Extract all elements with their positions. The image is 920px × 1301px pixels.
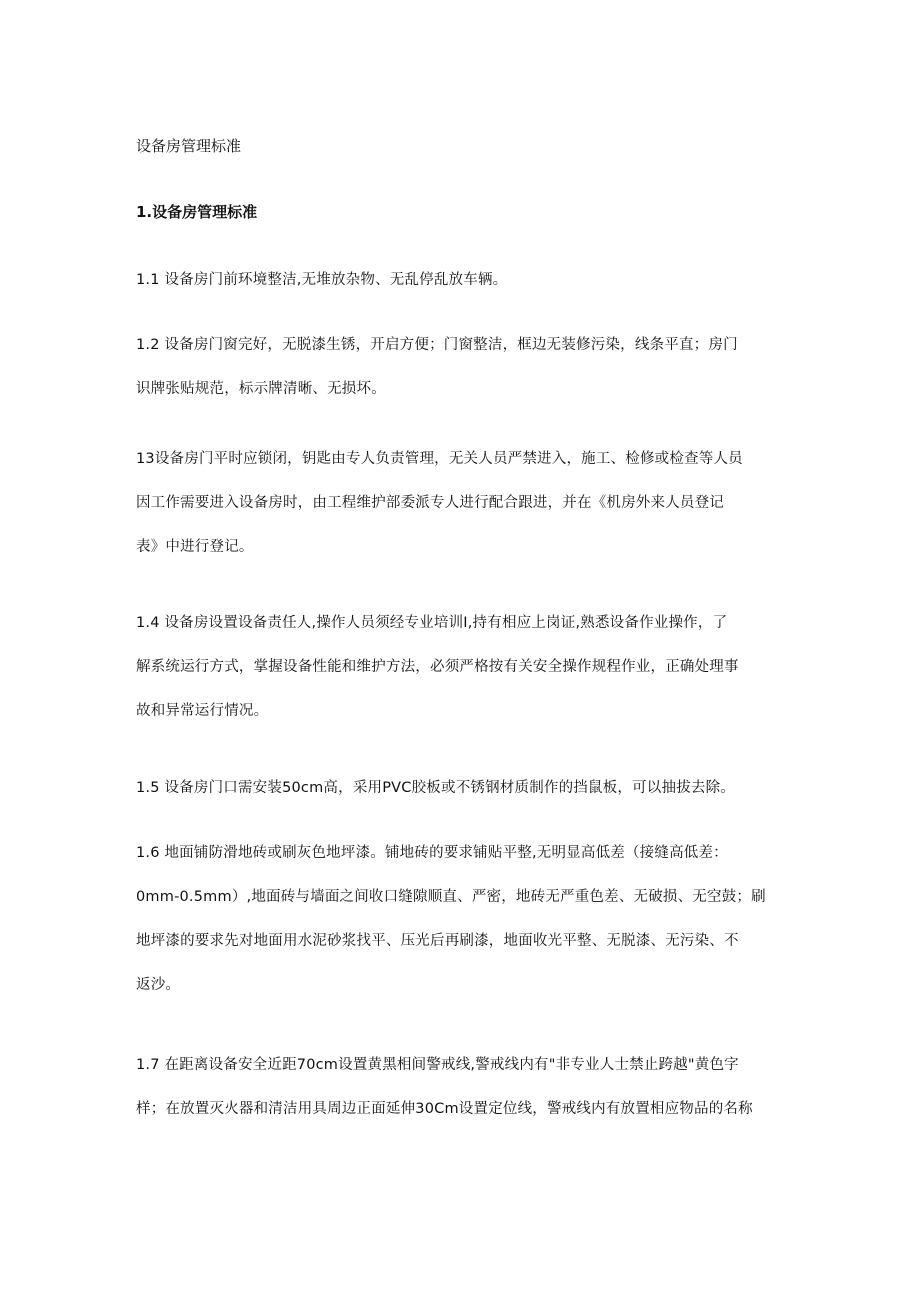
paragraph-line: 1.6 地面铺防滑地砖或刷灰色地坪漆。铺地砖的要求铺贴平整,无明显高低差（接缝高低差： (136, 845, 728, 861)
paragraph-line: 样；在放置灭火器和清洁用具周边正面延伸30Cm设置定位线，警戒线内有放置相应物品的名称 (136, 1101, 753, 1117)
paragraph-1-3 (136, 437, 786, 569)
section-heading: 1.设备房管理标准 (136, 203, 258, 221)
paragraph-line: 地坪漆的要求先对地面用水泥砂浆找平、压光后再刷漆，地面收光平整、无脱漆、无污染、不 (136, 933, 739, 949)
paragraph-line: 13设备房门平时应锁闭，钥匙由专人负责管理，无关人员严禁进入，施工、检修或检查等人员 (136, 451, 743, 467)
paragraph-1-2 (136, 323, 786, 411)
paragraph-1-6 (136, 831, 786, 1007)
paragraph-line: 返沙。 (136, 977, 181, 993)
paragraph-line: 表》中进行登记。 (136, 539, 254, 555)
paragraph-line: 识牌张贴规范，标示牌清晰、无损坏。 (136, 381, 386, 397)
paragraph-1-7 (136, 1043, 786, 1131)
paragraph-line: 1.4 设备房设置设备责任人,操作人员须经专业培训I,持有相应上岗证,熟悉设备作业操作，了 (136, 615, 728, 631)
paragraph-line: 因工作需要进入设备房时，由工程维护部委派专人进行配合跟进，并在《机房外来人员登记 (136, 495, 724, 511)
paragraph-line: 解系统运行方式，掌握设备性能和维护方法，必须严格按有关安全操作规程作业，正确处理事 (136, 659, 739, 675)
paragraph-1-1 (136, 258, 786, 302)
paragraph-1-5 (136, 766, 786, 810)
paragraph-line: 1.2 设备房门窗完好，无脱漆生锈，开启方便；门窗整洁，框边无装修污染，线条平直；房门 (136, 337, 738, 353)
document-title: 设备房管理标准 (136, 137, 242, 155)
paragraph-line: 1.1 设备房门前环境整洁,无堆放杂物、无乱停乱放车辆。 (136, 272, 508, 288)
paragraph-line: 1.7 在距离设备安全近距70cm设置黄黑相间警戒线,警戒线内有"非专业人士禁止跨越"黄色字 (136, 1057, 739, 1073)
paragraph-line: 故和异常运行情况。 (136, 703, 269, 719)
paragraph-1-4 (136, 601, 786, 733)
paragraph-line: 0mm-0.5mm）,地面砖与墙面之间收口缝隙顺直、严密，地砖无严重色差、无破损、无空鼓；刷 (136, 889, 766, 905)
paragraph-line: 1.5 设备房门口需安装50cm高，采用PVC胶板或不锈钢材质制作的挡鼠板，可以抽拔去除。 (136, 780, 736, 796)
